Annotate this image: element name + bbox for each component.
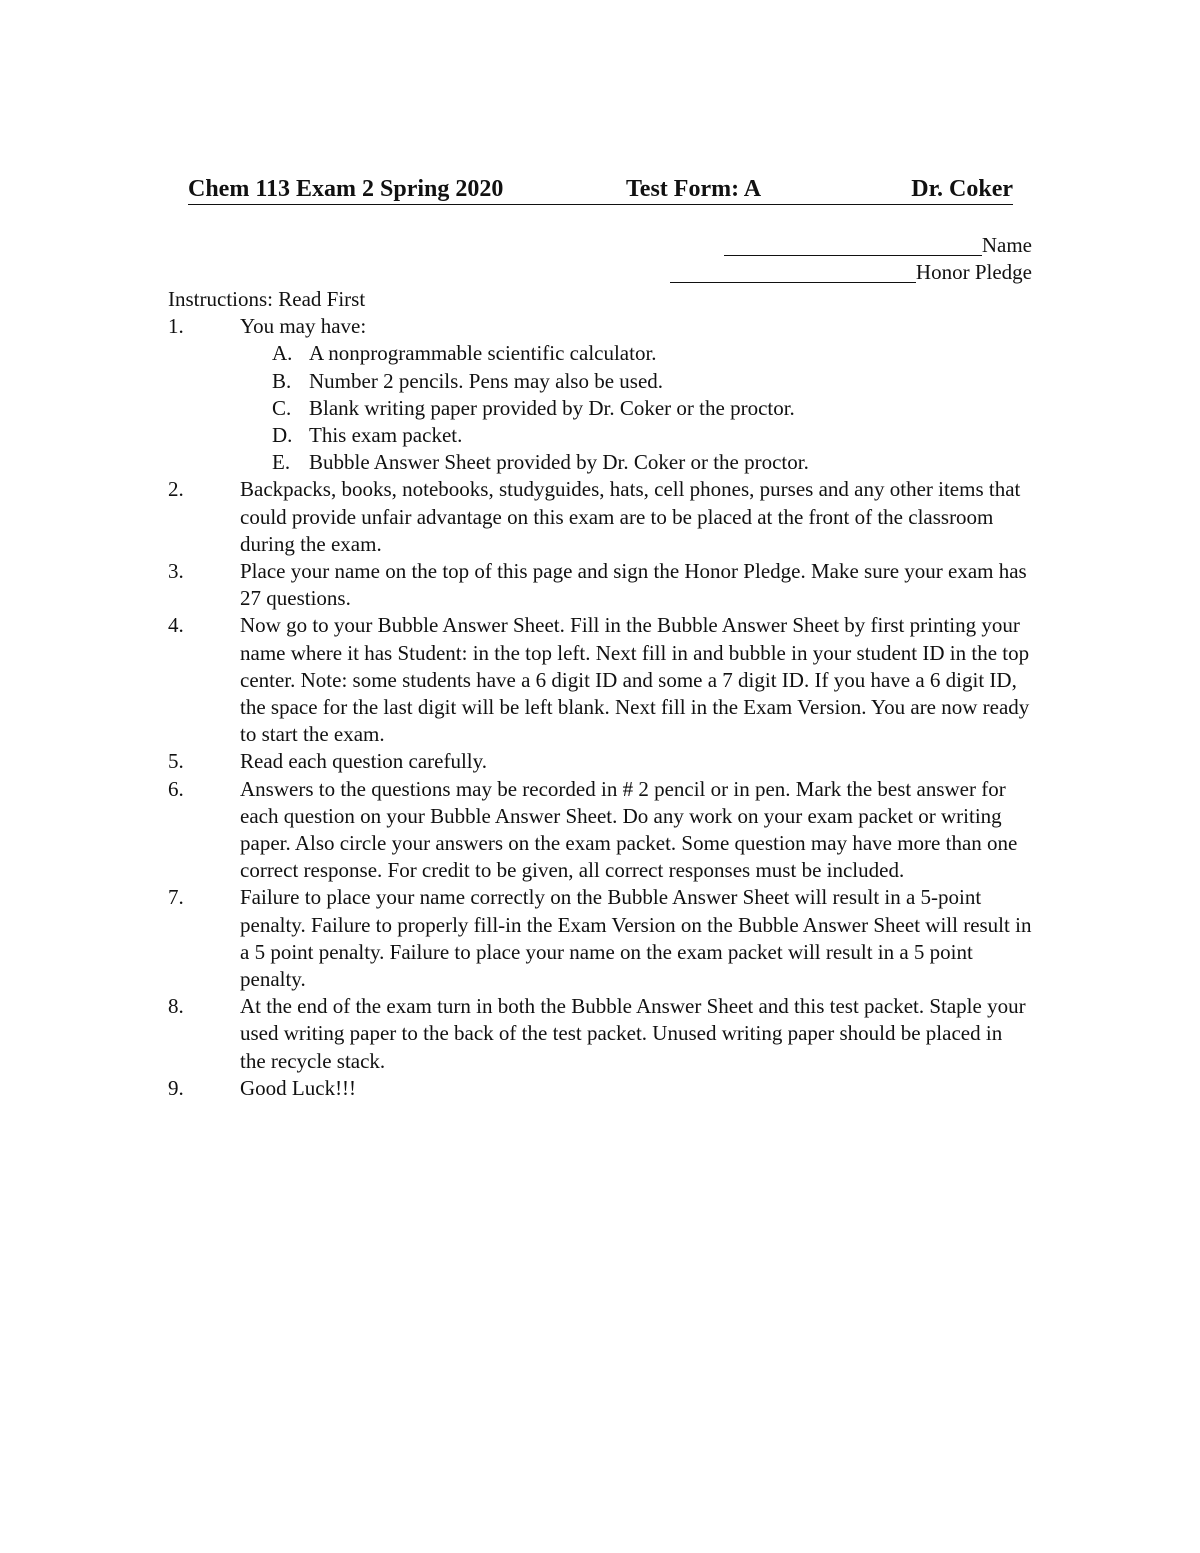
allowed-items-list (168, 340, 1048, 476)
sub-item (272, 422, 1048, 449)
name-label: Name (981, 233, 1032, 257)
item-text: Failure to place your name correctly on the Bubble Answer Sheet will result in a 5-point penalty. Failure to properly fill-in the Exam Version on the Bubble Answer Sheet will result in a 5 point penalty. Failure to place your name on the exam packet will result in a 5 point penalty. (240, 885, 1032, 992)
sub-item-text: A nonprogrammable scientific calculator. (309, 341, 657, 366)
sub-item-letter: C. (272, 395, 292, 420)
instruction-item (168, 884, 1048, 993)
item-text: Read each question carefully. (240, 749, 488, 774)
instructions-block (168, 286, 1048, 1102)
item-text: You may have: (240, 314, 367, 339)
honor-pledge-line (670, 259, 1032, 286)
sub-item (272, 449, 1048, 476)
instruction-item (168, 1075, 1048, 1102)
instruction-item (168, 776, 1048, 885)
item-number: 1. (168, 314, 184, 339)
item-text: Place your name on the top of this page and sign the Honor Pledge. Make sure your exam has 27 questions. (240, 559, 1027, 611)
sub-item (272, 368, 1048, 395)
item-text: Now go to your Bubble Answer Sheet. Fill in the Bubble Answer Sheet by first printing your name where it has Student: in the top left. Next fill in and bubble in your student ID in the top center. Note: some students have a 6 digit ID and some a 7 digit ID. If you have a 6 digit ID, the space for the last digit will be left blank. Next fill in the Exam Version. You are now ready to start the exam. (240, 613, 1030, 747)
exam-header (188, 174, 1013, 205)
honor-pledge-label: Honor Pledge (915, 260, 1032, 284)
item-number: 4. (168, 613, 184, 638)
item-text: At the end of the exam turn in both the Bubble Answer Sheet and this test packet. Staple your used writing paper to the back of the test packet. Unused writing paper should be placed in the recycle stack. (240, 994, 1026, 1073)
honor-pledge-blank[interactable] (670, 260, 916, 283)
test-form-label: Test Form: A (626, 176, 762, 202)
name-blank[interactable] (724, 233, 982, 256)
item-number: 9. (168, 1075, 184, 1100)
sub-item-text: Blank writing paper provided by Dr. Coker or the proctor. (309, 395, 795, 420)
sub-item-text: This exam packet. (309, 423, 463, 448)
item-number: 7. (168, 885, 184, 910)
sub-item-text: Number 2 pencils. Pens may also be used. (309, 368, 664, 393)
item-number: 5. (168, 749, 184, 774)
sub-item-text: Bubble Answer Sheet provided by Dr. Coker or the proctor. (309, 450, 809, 475)
sub-item-letter: D. (272, 423, 293, 448)
sub-item-letter: E. (272, 450, 291, 475)
instruction-item (168, 993, 1048, 1075)
sub-item-letter: A. (272, 341, 293, 366)
item-text: Good Luck!!! (240, 1075, 357, 1100)
item-number: 8. (168, 994, 184, 1019)
exam-title: Chem 113 Exam 2 Spring 2020 (188, 176, 504, 202)
instruction-item (168, 612, 1048, 748)
sub-item (272, 340, 1048, 367)
instruction-item (168, 748, 1048, 775)
item-number: 6. (168, 776, 184, 801)
instructor-name: Dr. Coker (911, 176, 1013, 202)
sub-item-letter: B. (272, 368, 292, 393)
item-text: Answers to the questions may be recorded in # 2 pencil or in pen. Mark the best answer for each question on your Bubble Answer Sheet. Do any work on your exam packet or writing paper. Also circle your answers on the exam packet. Some question may have more than one correct response. For credit to be given, all correct responses must be included. (240, 776, 1018, 883)
item-number: 3. (168, 559, 184, 584)
item-text: Backpacks, books, notebooks, studyguides, hats, cell phones, purses and any other items that could provide unfair advantage on this exam are to be placed at the front of the classroom during the exam. (240, 477, 1021, 556)
item-number: 2. (168, 477, 184, 502)
instructions-heading: Instructions: Read First (168, 287, 366, 311)
instruction-item (168, 476, 1048, 558)
instruction-item (168, 313, 1048, 340)
sub-item (272, 395, 1048, 422)
name-line (724, 232, 1032, 259)
instruction-item (168, 558, 1048, 612)
